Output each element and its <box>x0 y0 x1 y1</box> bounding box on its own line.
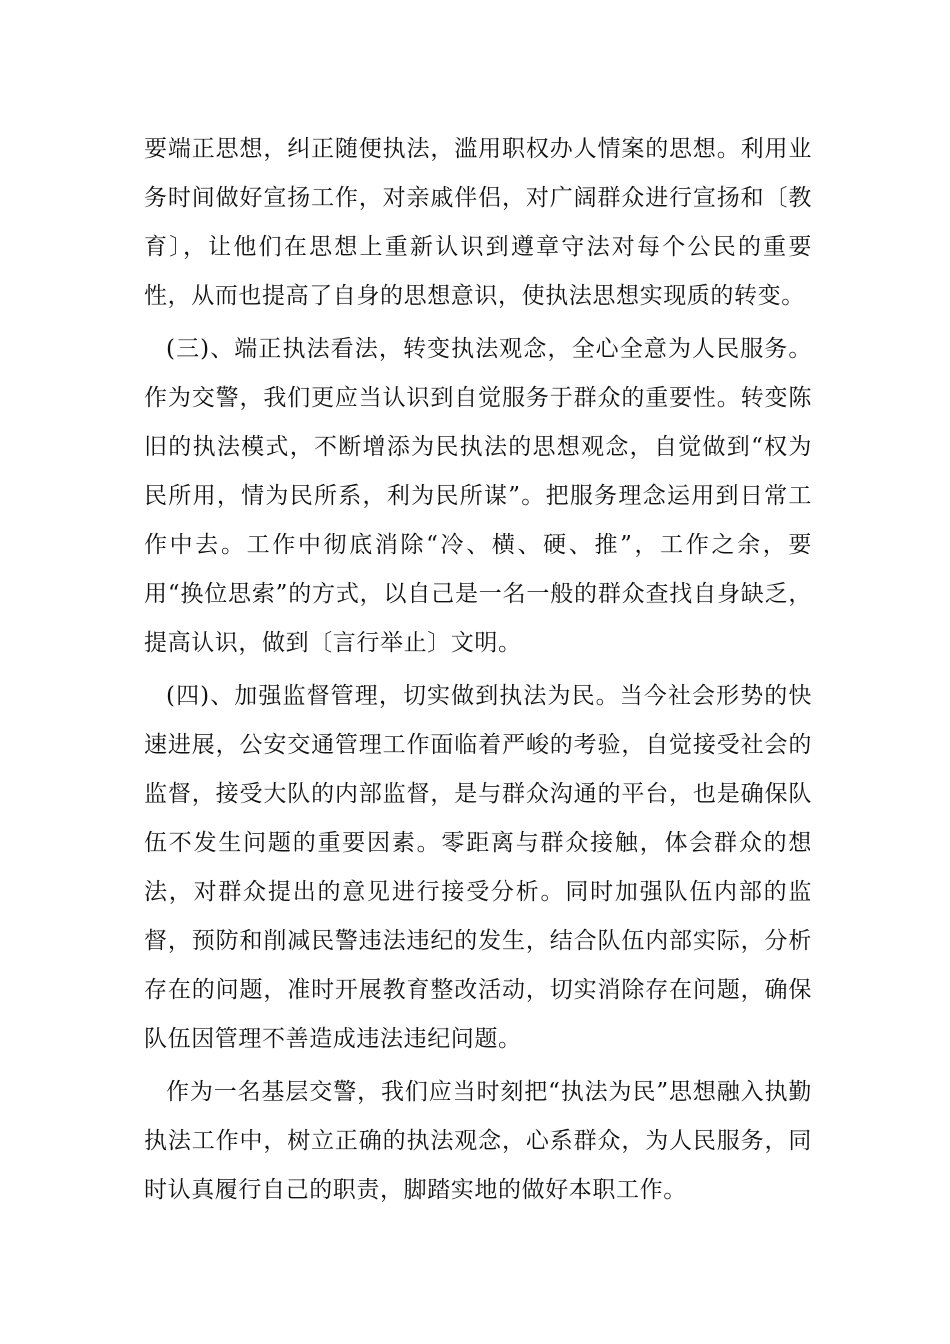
document-body <box>144 125 812 1215</box>
paragraph-section-three: (三)、端正执法看法，转变执法观念，全心全意为人民服务。作为交警，我们更应当认识到自觉服务于群众的重要性。转变陈旧的执法模式，不断增添为民执法的思想观念，自觉做到“权为民所用，情为民所系，利为民所谋”。把服务理念运用到日常工作中去。工作中彻底消除“冷、横、硬、推”，工作之余，要用“换位思索”的方式，以自己是一名一般的群众查找自身缺乏，提高认识，做到〔言行举止〕文明。 <box>144 336 812 656</box>
paragraph-continuation: 要端正思想，纠正随便执法，滥用职权办人情案的思想。利用业务时间做好宣扬工作，对亲戚伴侣，对广阔群众进行宣扬和〔教育〕，让他们在思想上重新认识到遵章守法对每个公民的重要性，从而也提高了自身的思想意识，使执法思想实现质的转变。 <box>144 136 812 309</box>
paragraph-section-four: (四)、加强监督管理，切实做到执法为民。当今社会形势的快速进展，公安交通管理工作面临着严峻的考验，自觉接受社会的监督，接受大队的内部监督，是与群众沟通的平台，也是确保队伍不发生问题的重要因素。零距离与群众接触，体会群众的想法，对群众提出的意见进行接受分析。同时加强队伍内部的监督，预防和削减民警违法违纪的发生，结合队伍内部实际，分析存在的问题，准时开展教育整改活动，切实消除存在问题，确保队伍因管理不善造成违法违纪问题。 <box>144 683 812 1052</box>
paragraph-conclusion: 作为一名基层交警，我们应当时刻把“执法为民”思想融入执勤执法工作中，树立正确的执法观念，心系群众，为人民服务，同时认真履行自己的职责，脚踏实地的做好本职工作。 <box>144 1079 812 1203</box>
